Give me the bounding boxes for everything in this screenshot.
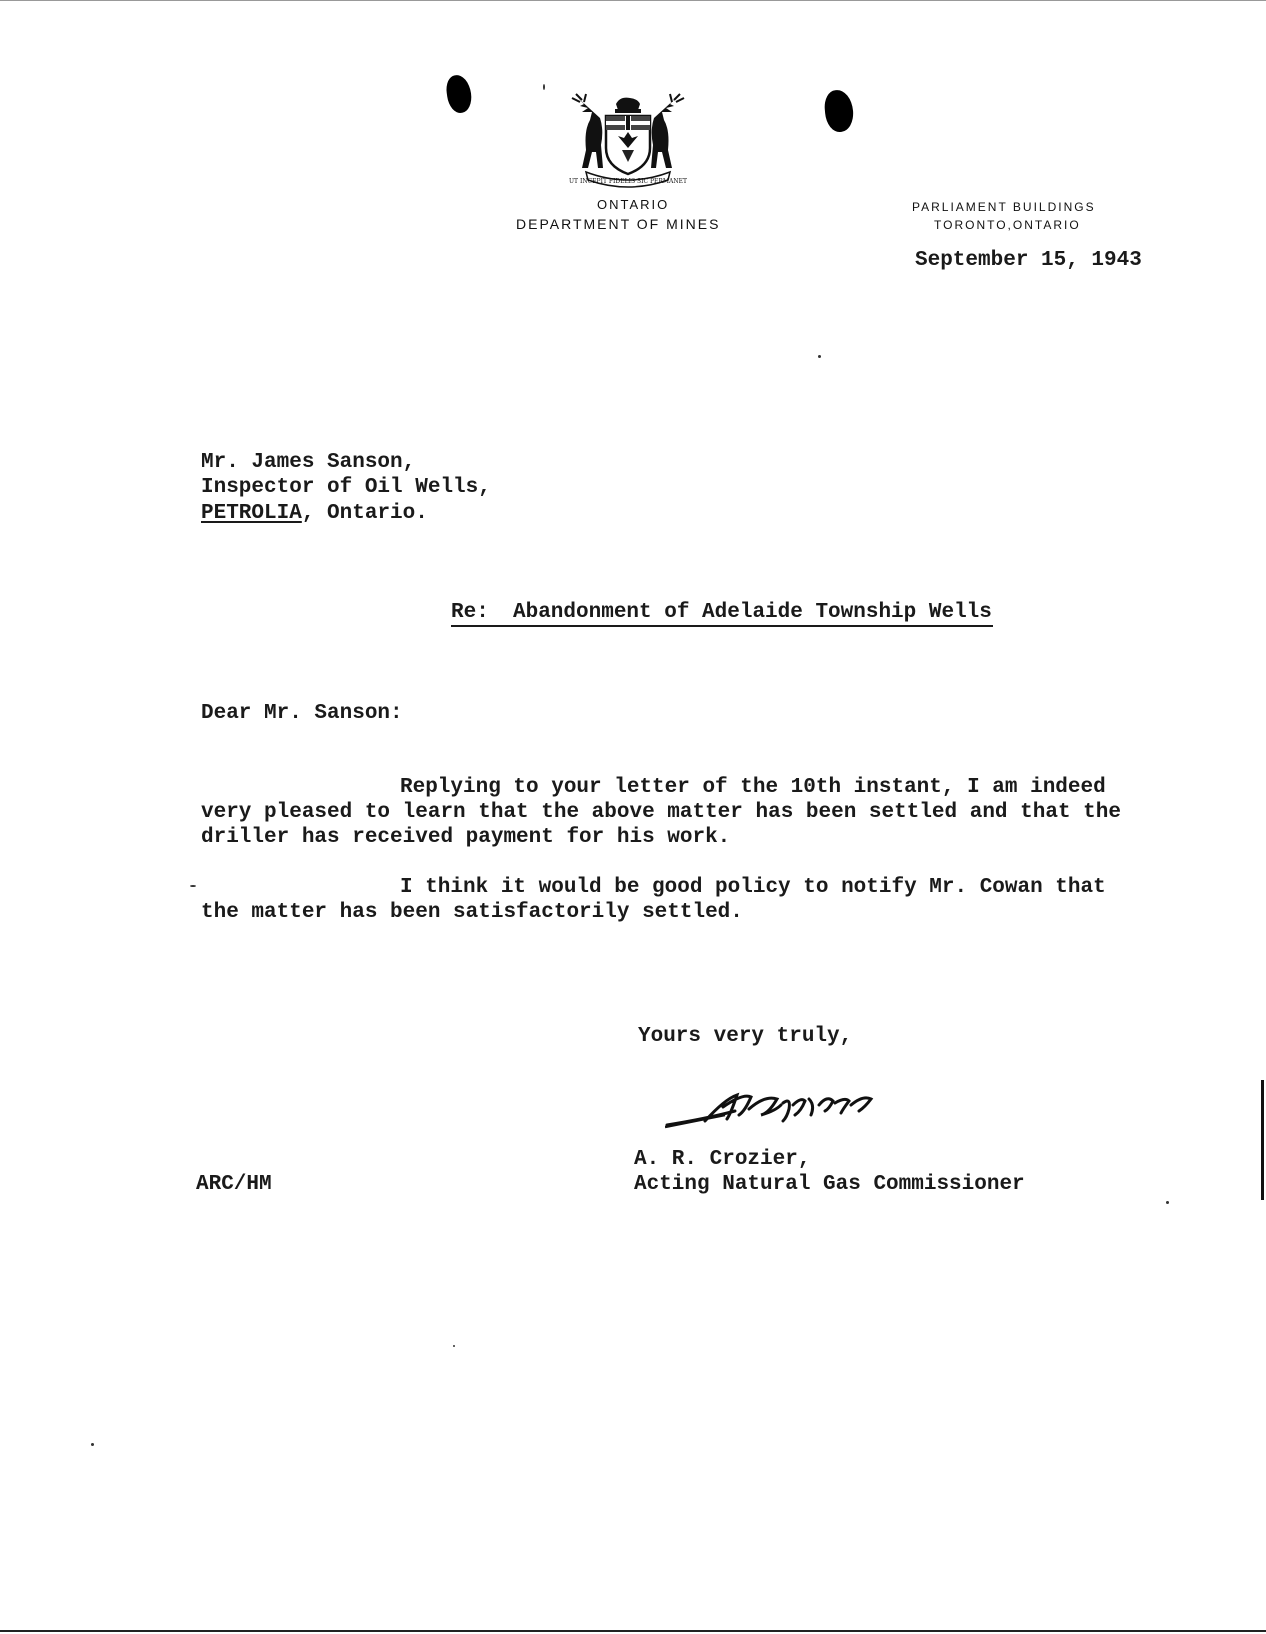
right-edge-mark [1261, 1080, 1264, 1200]
signer-title: Acting Natural Gas Commissioner [634, 1173, 1025, 1196]
top-edge-line [0, 0, 1266, 1]
bottom-edge-line [0, 1630, 1266, 1632]
handwritten-signature [665, 1085, 915, 1130]
punch-hole-right [823, 89, 855, 133]
scan-speck [1166, 1201, 1169, 1204]
scan-speck [453, 1345, 455, 1347]
recipient-location [201, 502, 428, 525]
letter-date: September 15, 1943 [915, 249, 1142, 272]
svg-text:UT INCEPIT FIDELIS SIC PERMANE: UT INCEPIT FIDELIS SIC PERMANET [569, 178, 687, 185]
body-paragraph1-line1: Replying to your letter of the 10th instant, I am indeed [400, 776, 1106, 799]
complimentary-close: Yours very truly, [638, 1025, 853, 1048]
recipient-title: Inspector of Oil Wells, [201, 476, 491, 499]
letterhead-province: ONTARIO [597, 197, 670, 212]
body-paragraph2-line2: the matter has been satisfactorily settled. [201, 901, 743, 924]
ontario-coat-of-arms-icon [568, 90, 688, 190]
recipient-city: PETROLIA [201, 502, 302, 525]
scan-speck [190, 885, 196, 887]
letterhead-department: DEPARTMENT OF MINES [516, 216, 721, 232]
subject-text: Abandonment of Adelaide Township Wells [513, 601, 992, 624]
signer-name: A. R. Crozier, [634, 1148, 811, 1171]
scan-speck [91, 1443, 94, 1446]
subject-underline [451, 625, 993, 627]
recipient-name: Mr. James Sanson, [201, 451, 416, 474]
body-paragraph2-line1: I think it would be good policy to notify Mr. Cowan that [400, 876, 1106, 899]
letterhead-address-line1: PARLIAMENT BUILDINGS [912, 200, 1096, 214]
letterhead-address-line2: TORONTO,ONTARIO [934, 218, 1081, 232]
body-paragraph1-line2: very pleased to learn that the above matter has been settled and that the [201, 801, 1121, 824]
scan-speck [543, 84, 545, 90]
punch-hole-left [444, 74, 473, 115]
subject-label: Re: [451, 601, 489, 624]
salutation: Dear Mr. Sanson: [201, 702, 403, 725]
scan-speck [818, 355, 821, 358]
reference-initials: ARC/HM [196, 1173, 272, 1196]
recipient-province: , Ontario. [301, 502, 428, 525]
body-paragraph1-line3: driller has received payment for his work. [201, 826, 731, 849]
